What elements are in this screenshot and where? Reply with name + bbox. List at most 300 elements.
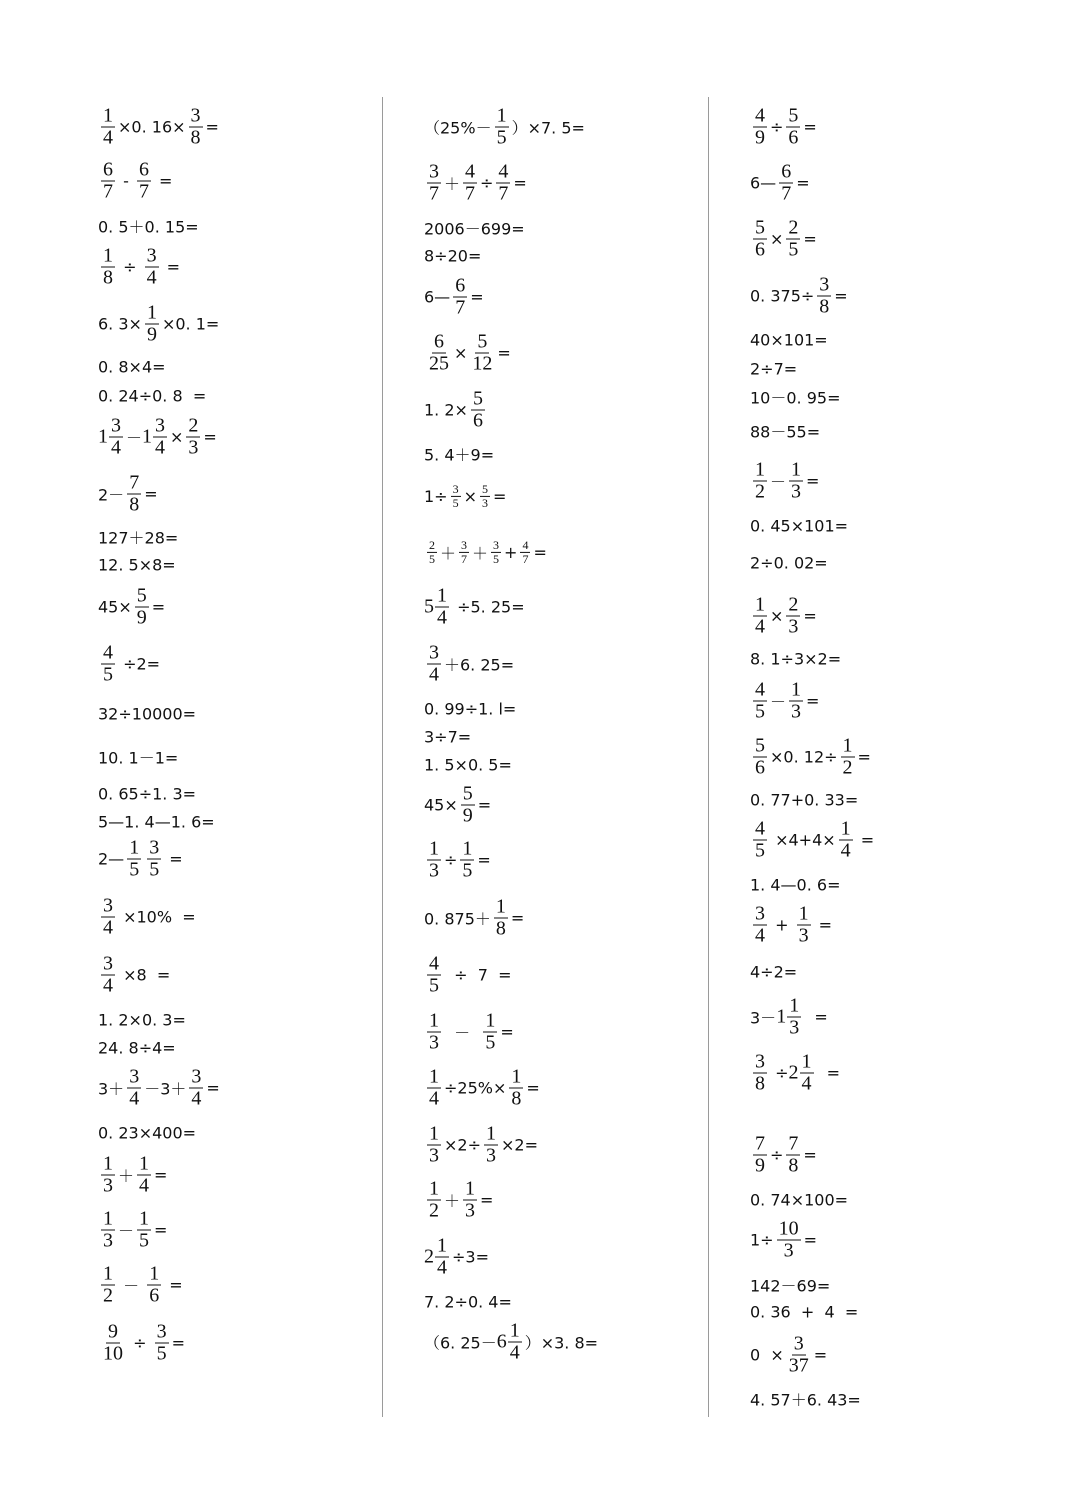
numerator: 3	[103, 894, 113, 917]
problem	[424, 483, 506, 509]
denominator: 5	[103, 663, 113, 686]
denominator: 7	[461, 551, 468, 566]
expression-text: 0. 65÷1. 3=	[98, 784, 197, 804]
problem	[424, 1179, 493, 1222]
whole-part: 1	[142, 425, 153, 448]
fraction	[153, 416, 167, 459]
problem	[98, 643, 160, 686]
denominator: 4	[191, 1087, 202, 1110]
numerator: 1	[103, 1262, 113, 1285]
denominator: 5	[493, 551, 500, 566]
expression-text: 0. 74×100=	[750, 1190, 849, 1210]
fraction	[753, 460, 767, 503]
problem	[98, 473, 158, 516]
expression-text: =	[154, 1165, 168, 1185]
denominator: 7	[103, 180, 113, 203]
expression-text: =	[803, 606, 817, 626]
fraction	[101, 1264, 115, 1307]
problem	[750, 162, 810, 205]
expression-text: =	[806, 691, 820, 711]
expression-text: =	[804, 1007, 828, 1027]
problem	[750, 736, 871, 779]
expression-text: 40×101=	[750, 330, 828, 350]
numerator: 2	[788, 216, 799, 239]
numerator: 1	[429, 837, 439, 860]
numerator: 5	[472, 387, 483, 410]
expression-text: 142－69=	[750, 1276, 831, 1296]
expression-text: 0. 45×101=	[750, 516, 849, 536]
expression-text: ×10% =	[118, 907, 196, 927]
fraction	[786, 106, 800, 149]
denominator: 6	[755, 756, 765, 779]
numerator: 1	[755, 458, 765, 481]
denominator: 4	[146, 266, 157, 289]
numerator: 3	[149, 836, 160, 859]
expression-text: =	[857, 747, 871, 767]
fraction	[427, 1124, 441, 1167]
problem	[424, 539, 547, 565]
numerator: 1	[437, 584, 447, 607]
denominator: 5	[462, 859, 473, 882]
fraction	[753, 595, 767, 638]
expression-text: 24. 8÷4=	[98, 1038, 176, 1058]
numerator: 1	[791, 678, 802, 701]
expression-text: ÷5. 25=	[452, 597, 525, 617]
denominator: 37	[788, 1354, 809, 1377]
numerator: 3	[755, 902, 765, 925]
expression-text: 6. 3×	[98, 314, 142, 334]
denominator: 8	[129, 493, 140, 516]
fraction	[753, 106, 767, 149]
problem	[424, 897, 524, 940]
numerator: 7	[788, 1132, 799, 1155]
denominator: 3	[788, 615, 799, 638]
expression-text: －	[770, 472, 787, 492]
expression-text: －	[444, 1023, 481, 1043]
expression-text: =	[526, 1078, 540, 1098]
expression-text: +	[504, 542, 518, 562]
expression-text: =	[205, 117, 219, 137]
mixed-number	[98, 416, 126, 459]
denominator: 2	[842, 756, 853, 779]
expression-text: 2÷7=	[750, 359, 798, 379]
numerator: 5	[477, 330, 488, 353]
numerator: 3	[452, 481, 459, 496]
expression-text: 6—	[750, 173, 777, 193]
expression-text: +	[770, 915, 794, 935]
numerator: 3	[156, 1320, 167, 1343]
fraction	[470, 332, 494, 375]
expression-text: 3－	[750, 1008, 777, 1028]
denominator: 7	[781, 182, 792, 205]
fraction	[800, 1052, 814, 1095]
expression-text: 6—	[424, 287, 451, 307]
fraction	[145, 303, 159, 346]
expression-text: =	[161, 257, 181, 277]
problem	[750, 791, 858, 810]
problem	[750, 106, 817, 149]
problem	[98, 246, 180, 289]
fraction	[453, 276, 467, 319]
expression-text: =	[203, 427, 217, 447]
fraction	[787, 1334, 811, 1377]
problem	[750, 360, 797, 379]
expression-text: ×	[770, 606, 784, 626]
expression-text: 2—	[98, 849, 125, 869]
numerator: 10	[778, 1217, 799, 1240]
expression-text: 2－	[98, 485, 125, 505]
denominator: 5	[429, 974, 439, 997]
denominator: 3	[791, 480, 802, 503]
fraction	[495, 106, 509, 149]
expression-text: =	[151, 597, 166, 617]
problem	[424, 443, 494, 466]
fraction	[520, 539, 530, 565]
numerator: 1	[429, 1177, 439, 1200]
denominator: 4	[111, 436, 121, 459]
problem	[98, 586, 165, 629]
denominator: 9	[755, 126, 765, 149]
fraction	[137, 1154, 151, 1197]
numerator: 3	[819, 273, 830, 296]
problem	[750, 1052, 840, 1095]
expression-text: ×2÷	[444, 1135, 481, 1155]
problem	[98, 1264, 183, 1307]
expression-text: ÷	[480, 173, 494, 193]
denominator: 3	[103, 1229, 113, 1252]
numerator: 3	[103, 952, 113, 975]
expression-text: ×8 =	[118, 965, 171, 985]
numerator: 4	[429, 952, 439, 975]
fraction	[101, 1154, 115, 1197]
expression-text: 0. 23×400=	[98, 1123, 197, 1143]
fraction	[147, 1264, 161, 1307]
denominator: 6	[149, 1284, 160, 1307]
fraction	[101, 954, 115, 997]
expression-text: =	[803, 1145, 817, 1165]
numerator: 3	[429, 641, 439, 664]
problem	[98, 1067, 220, 1110]
problem	[750, 996, 828, 1039]
denominator: 9	[755, 1154, 765, 1177]
problem	[98, 556, 176, 575]
expression-text: =	[796, 173, 810, 193]
expression-text: =	[493, 486, 507, 506]
mixed-number	[424, 586, 452, 629]
numerator: 3	[493, 537, 500, 552]
fraction	[101, 160, 115, 203]
denominator: 4	[437, 1256, 447, 1279]
denominator: 5	[156, 1342, 167, 1365]
numerator: 1	[485, 1009, 496, 1032]
expression-text: =	[144, 484, 158, 504]
whole-part: 5	[424, 595, 434, 618]
numerator: 1	[429, 1009, 439, 1032]
numerator: 1	[840, 817, 851, 840]
denominator: 5	[139, 1229, 150, 1252]
expression-text: 3＋	[98, 1079, 125, 1099]
fraction	[186, 416, 200, 459]
whole-part: 2	[788, 1061, 799, 1084]
expression-text: =	[803, 117, 817, 137]
problem	[750, 876, 840, 895]
fraction	[127, 838, 141, 881]
whole-part: 2	[424, 1245, 434, 1268]
problem	[424, 217, 525, 240]
denominator: 4	[429, 663, 439, 686]
expression-text: 0 ×	[750, 1345, 784, 1365]
problem	[750, 275, 848, 318]
numerator: 5	[462, 782, 473, 805]
fraction	[753, 904, 767, 947]
denominator: 5	[788, 238, 799, 261]
problem	[750, 963, 797, 982]
expression-text: ÷	[128, 1333, 152, 1353]
numerator: 1	[139, 1207, 150, 1230]
expression-text: 5. 4＋9=	[424, 445, 495, 465]
numerator: 5	[136, 584, 147, 607]
expression-text: ＋	[118, 1166, 135, 1186]
column-divider-right	[708, 97, 709, 1417]
expression-text: ）×7. 5=	[511, 118, 585, 138]
numerator: 1	[465, 1177, 476, 1200]
numerator: 3	[111, 414, 121, 437]
denominator: 7	[138, 180, 149, 203]
denominator: 4	[840, 839, 851, 862]
fraction	[753, 819, 767, 862]
fraction	[779, 162, 793, 205]
denominator: 3	[486, 1144, 496, 1167]
mixed-number	[497, 1321, 525, 1364]
expression-text: 0. 875＋	[424, 909, 491, 929]
expression-text: 10. 1－1=	[98, 748, 179, 768]
problem	[750, 218, 817, 261]
denominator: 8	[190, 126, 201, 149]
denominator: 9	[136, 606, 147, 629]
expression-text: =	[171, 1333, 185, 1353]
denominator: 9	[462, 804, 473, 827]
numerator: 1	[103, 1207, 113, 1230]
mixed-number	[776, 996, 804, 1039]
numerator: 4	[755, 817, 765, 840]
denominator: 4	[103, 126, 113, 149]
expression-text: －3＋	[144, 1079, 187, 1099]
expression-text: =	[153, 171, 173, 191]
numerator: 1	[103, 244, 113, 267]
fraction	[427, 1179, 441, 1222]
expression-text: =	[533, 542, 547, 562]
fraction	[189, 1067, 203, 1110]
denominator: 5	[129, 858, 140, 881]
problem	[98, 746, 178, 769]
fraction	[101, 106, 115, 149]
numerator: 4	[103, 641, 113, 664]
problem	[750, 1219, 817, 1262]
problem	[98, 358, 166, 377]
expression-text: －	[126, 428, 143, 448]
expression-text: 45×	[98, 597, 132, 617]
numerator: 4	[498, 160, 509, 183]
numerator: 1	[801, 1050, 812, 1073]
problem	[424, 1236, 489, 1279]
fraction	[797, 904, 811, 947]
problem	[750, 554, 828, 573]
denominator: 5	[429, 551, 435, 566]
expression-text: ÷	[118, 257, 142, 277]
fraction	[786, 595, 800, 638]
expression-text: ÷	[770, 117, 784, 137]
problem	[424, 643, 514, 686]
fraction	[101, 246, 115, 289]
fraction	[786, 1134, 800, 1177]
problem	[424, 1321, 598, 1364]
denominator: 5	[755, 839, 765, 862]
expression-text: ＋	[444, 1191, 461, 1211]
fraction	[189, 106, 203, 149]
expression-text: =	[477, 795, 492, 815]
expression-text: 4÷2=	[750, 962, 798, 982]
fraction	[101, 1322, 125, 1365]
problem	[424, 332, 511, 375]
problem	[750, 1334, 827, 1377]
denominator: 5	[452, 495, 459, 510]
denominator: 3	[103, 1174, 113, 1197]
expression-text: =	[816, 1063, 841, 1083]
problem	[750, 331, 828, 350]
numerator: 3	[461, 537, 468, 552]
fraction	[480, 483, 490, 509]
expression-text: 4. 57＋6. 43=	[750, 1390, 861, 1410]
numerator: 1	[139, 1152, 150, 1175]
fraction	[777, 1219, 801, 1262]
expression-text: ＋6. 25=	[444, 655, 515, 675]
expression-text: 1. 5×0. 5=	[424, 755, 512, 775]
numerator: 1	[495, 895, 506, 918]
numerator: 1	[511, 1065, 522, 1088]
denominator: 5	[755, 700, 765, 723]
expression-text: =	[813, 915, 833, 935]
fraction	[491, 539, 501, 565]
fraction	[460, 839, 474, 882]
fraction	[753, 736, 767, 779]
denominator: 8	[495, 917, 506, 940]
fraction	[753, 680, 767, 723]
problem	[750, 1134, 817, 1177]
fraction	[427, 1067, 441, 1110]
expression-text: 88－55=	[750, 422, 821, 442]
numerator: 5	[788, 104, 799, 127]
problem	[98, 1039, 176, 1058]
denominator: 3	[465, 1199, 476, 1222]
expression-text: ＋	[472, 543, 489, 563]
denominator: 7	[465, 182, 476, 205]
denominator: 3	[798, 924, 809, 947]
fraction	[109, 416, 123, 459]
expression-text: 10－0. 95=	[750, 388, 841, 408]
expression-text: 2÷0. 02=	[750, 553, 828, 573]
expression-text: 1. 4—0. 6=	[750, 875, 841, 895]
expression-text: －	[770, 692, 787, 712]
numerator: 9	[108, 1320, 118, 1343]
numerator: 2	[429, 537, 435, 552]
denominator: 6	[788, 126, 799, 149]
denominator: 6	[472, 409, 483, 432]
problem	[424, 728, 471, 747]
expression-text: 5—1. 4—1. 6=	[98, 812, 215, 832]
expression-text: =	[164, 849, 183, 869]
fraction	[463, 1179, 477, 1222]
expression-text: ×0. 16×	[118, 117, 186, 137]
problem	[98, 785, 196, 804]
numerator: 1	[462, 837, 473, 860]
denominator: 8	[103, 266, 113, 289]
denominator: 2	[103, 1284, 113, 1307]
denominator: 3	[482, 495, 488, 510]
expression-text: ×	[463, 486, 477, 506]
fraction	[101, 643, 115, 686]
fraction	[494, 897, 508, 940]
numerator: 3	[793, 1332, 804, 1355]
denominator: 3	[791, 700, 802, 723]
problem	[98, 838, 183, 881]
problem	[750, 680, 819, 723]
expression-text: 8. 1÷3×2=	[750, 649, 842, 669]
fraction	[817, 275, 831, 318]
fraction	[147, 838, 161, 881]
expression-text: =	[477, 850, 491, 870]
expression-text: =	[164, 1275, 183, 1295]
fraction	[459, 539, 469, 565]
denominator: 8	[755, 1072, 765, 1095]
denominator: 8	[819, 295, 830, 318]
problem	[98, 896, 196, 939]
problem	[424, 389, 488, 432]
denominator: 3	[188, 436, 199, 459]
numerator: 1	[791, 458, 802, 481]
expression-text: ÷25%×	[444, 1078, 507, 1098]
problem	[424, 1124, 538, 1167]
problem	[750, 460, 819, 503]
expression-text: =	[154, 1220, 168, 1240]
expression-text: =	[803, 229, 817, 249]
problem	[98, 526, 178, 549]
problem	[424, 700, 516, 719]
expression-text: （6. 25－	[424, 1333, 497, 1353]
fraction	[753, 218, 767, 261]
problem	[424, 1293, 512, 1312]
fraction	[435, 1236, 449, 1279]
whole-part: 6	[496, 1330, 507, 1353]
denominator: 5	[485, 1031, 496, 1054]
fraction	[427, 1011, 441, 1054]
numerator: 4	[755, 104, 765, 127]
fraction	[841, 736, 855, 779]
denominator: 25	[429, 352, 449, 375]
numerator: 4	[755, 678, 765, 701]
numerator: 6	[781, 160, 792, 183]
numerator: 1	[149, 1262, 160, 1285]
expression-text: 12. 5×8=	[98, 555, 176, 575]
denominator: 3	[789, 1016, 800, 1039]
numerator: 7	[129, 471, 140, 494]
expression-text: ）×3. 8=	[524, 1333, 599, 1353]
denominator: 5	[149, 858, 160, 881]
problem	[98, 106, 219, 149]
numerator: 6	[455, 274, 466, 297]
numerator: 5	[755, 734, 765, 757]
expression-text: =	[480, 1190, 494, 1210]
numerator: 5	[482, 481, 488, 496]
